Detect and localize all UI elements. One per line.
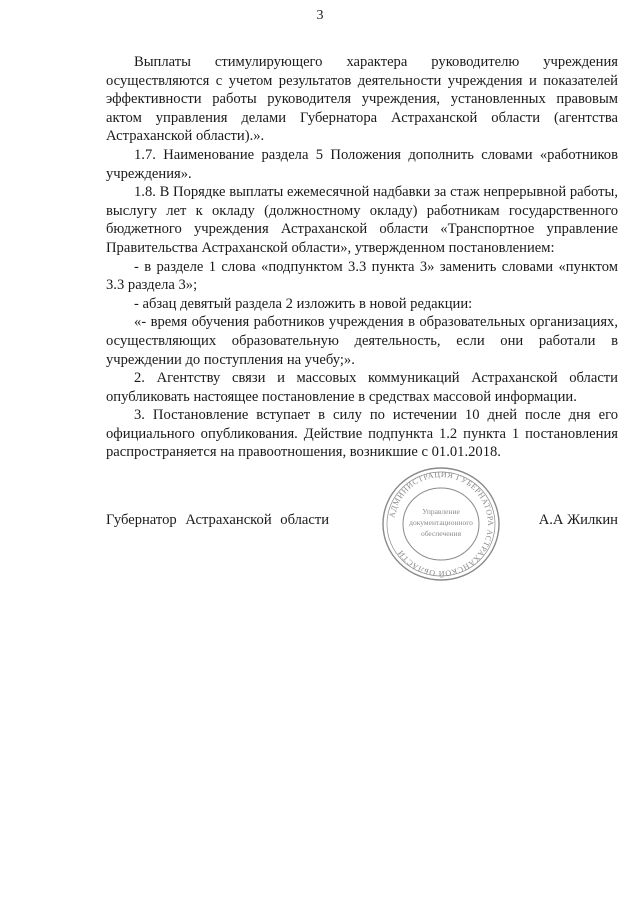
paragraph: 1.8. В Порядке выплаты ежемесячной надбавки за стаж непрерывной работы, выслугу лет к окладу (должностному окладу) работникам государственного бюджетного учреждения Астраханской области «Транспортное управление Правительства Астраханской области», утвержденном постановлением: [106, 184, 618, 256]
seal-center-line: Управление [422, 507, 460, 516]
official-seal-stamp [366, 464, 516, 584]
document-body [106, 53, 618, 462]
paragraph: Выплаты стимулирующего характера руководителю учреждения осуществляются с учетом результатов деятельности учреждения и показателей эффективности работы руководителя учреждения, установленных правовым актом управления делами Губернатора Астраханской области (агентства Астраханской области).». [106, 54, 618, 145]
seal-center-line: обеспечения [420, 529, 462, 538]
signer-name: А.А Жилкин [538, 512, 618, 528]
paragraph: - в разделе 1 слова «подпунктом 3.3 пункта 3» заменить словами «пунктом 3.3 раздела 3»; [106, 258, 618, 294]
paragraph: - абзац девятый раздела 2 изложить в новой редакции: [134, 295, 473, 312]
paragraph: 3. Постановление вступает в силу по истечении 10 дней после дня его официального опубликования. Действие подпункта 1.2 пункта 1 постановления распространяется на правоотношения, возникшие с 01.01.2018. [106, 407, 618, 461]
seal-graphic [366, 464, 516, 584]
paragraph: 2. Агентству связи и массовых коммуникаций Астраханской области опубликовать настоящее постановление в средствах массовой информации. [106, 370, 618, 405]
paragraph: 1.7. Наименование раздела 5 Положения дополнить словами «работников учреждения». [106, 146, 618, 182]
seal-center-line: документационного [409, 518, 473, 527]
signer-title: Губернатор Астраханской области [106, 512, 330, 528]
paragraph: «- время обучения работников учреждения в образовательных организациях, осуществляющих образовательную деятельность, если они работали в учреждении до поступления на учебу;». [106, 314, 618, 368]
seal-ring-text: АДМИНИСТРАЦИЯ ГУБЕРНАТОРА АСТРАХАНСКОЙ ОБЛАСТИ [387, 469, 496, 579]
page-number: 3 [316, 8, 324, 23]
